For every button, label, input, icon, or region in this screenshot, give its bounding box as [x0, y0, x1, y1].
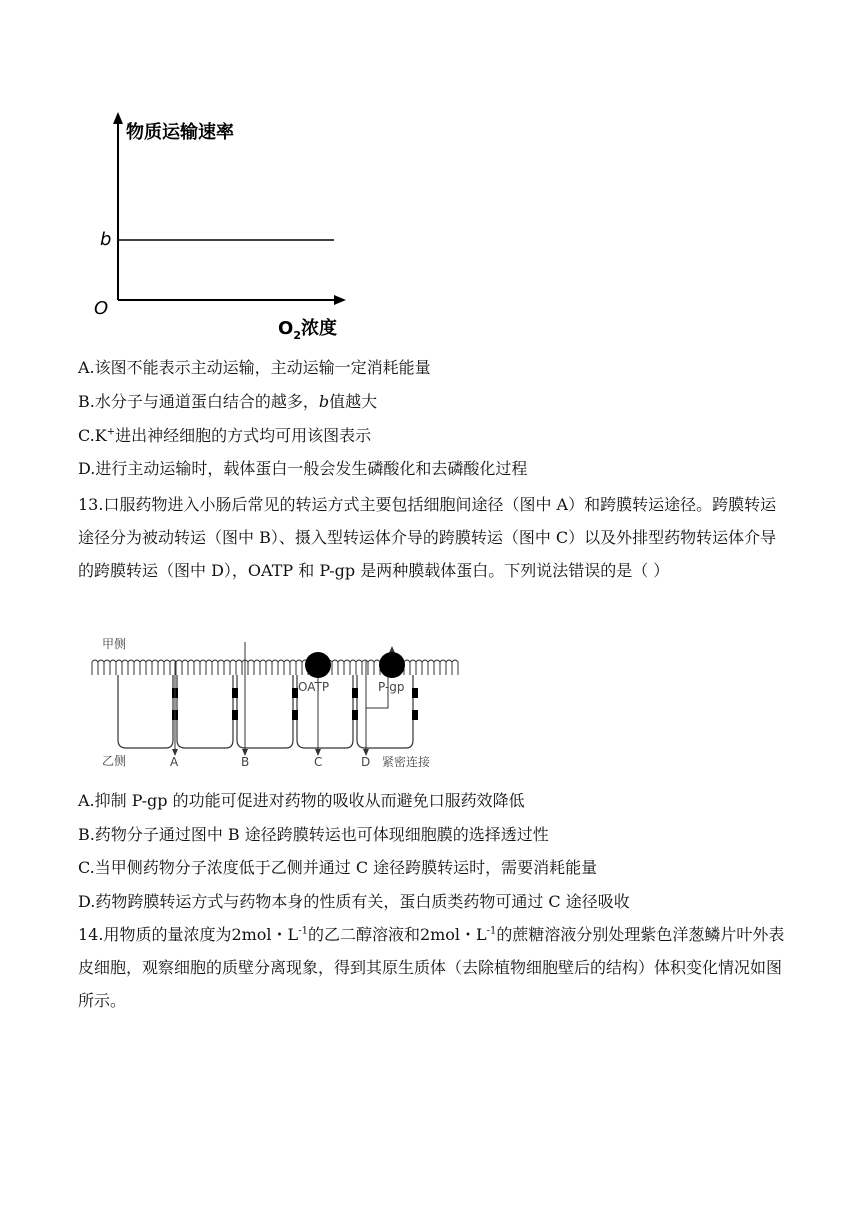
- route-c-label: C: [314, 755, 323, 769]
- oatp-label: OATP: [298, 680, 330, 694]
- q13-option-b: B.药物分子通过图中 B 途径跨膜转运也可体现细胞膜的选择透过性: [78, 825, 549, 844]
- pgp-carrier-icon: [379, 652, 405, 678]
- q13-option-d: D.药物跨膜转运方式与药物本身的性质有关，蛋白质类药物可通过 C 途径吸收: [78, 892, 630, 911]
- top-side-label: 甲侧: [102, 637, 127, 651]
- intestinal-transport-diagram: [88, 630, 468, 775]
- transport-rate-graph: [88, 108, 368, 343]
- q13-stem: 13.口服药物进入小肠后常见的转运方式主要包括细胞间途径（图中 A）和跨膜转运途径。跨膜转运途径分为被动转运（图中 B）、摄入型转运体介导的跨膜转运（图中 C）以及外排型药物转运体介导的跨膜转运（图中 D），OATP 和 P-gp 是两种膜载体蛋白。下列说法错误的是（ ）: [78, 495, 777, 580]
- tight-junction-label: 紧密连接: [382, 755, 431, 769]
- b-level-label: b: [100, 229, 112, 250]
- q13-option-c: C.当甲侧药物分子浓度低于乙侧并通过 C 途径跨膜转运时，需要消耗能量: [78, 858, 598, 877]
- oatp-carrier-icon: [305, 652, 331, 678]
- route-d-label: D: [361, 755, 371, 769]
- q14-stem: 14.用物质的量浓度为2mol・$L^{-1}$的乙二醇溶液和2mol・$L^{-1}$的蔗糖溶液分别处理紫色洋葱鳞片叶外表皮细胞，观察细胞的质壁分离现象，得到其原生质体（去除植物细胞壁后的结构）体积变化情况如图所示。: [78, 925, 785, 1010]
- pgp-label: P-gp: [378, 680, 405, 694]
- y-axis-label: 物质运输速率: [126, 122, 234, 143]
- q12-option-a: A.该图不能表示主动运输，主动运输一定消耗能量: [78, 358, 431, 377]
- q12-option-d: D.进行主动运输时，载体蛋白一般会发生磷酸化和去磷酸化过程: [78, 459, 528, 478]
- bottom-side-label: 乙侧: [102, 754, 127, 768]
- route-b-label: B: [241, 755, 250, 769]
- origin-label: O: [94, 298, 109, 319]
- route-a-label: A: [170, 755, 179, 769]
- q12-option-c: C.K+进出神经细胞的方式均可用该图表示: [78, 426, 372, 445]
- q12-option-b: B.水分子与通道蛋白结合的越多，b值越大: [78, 392, 378, 411]
- x-axis-label: $O_2$浓度: [278, 318, 337, 342]
- q13-option-a: A.抑制 P-gp 的功能可促进对药物的吸收从而避免口服药效降低: [78, 791, 525, 810]
